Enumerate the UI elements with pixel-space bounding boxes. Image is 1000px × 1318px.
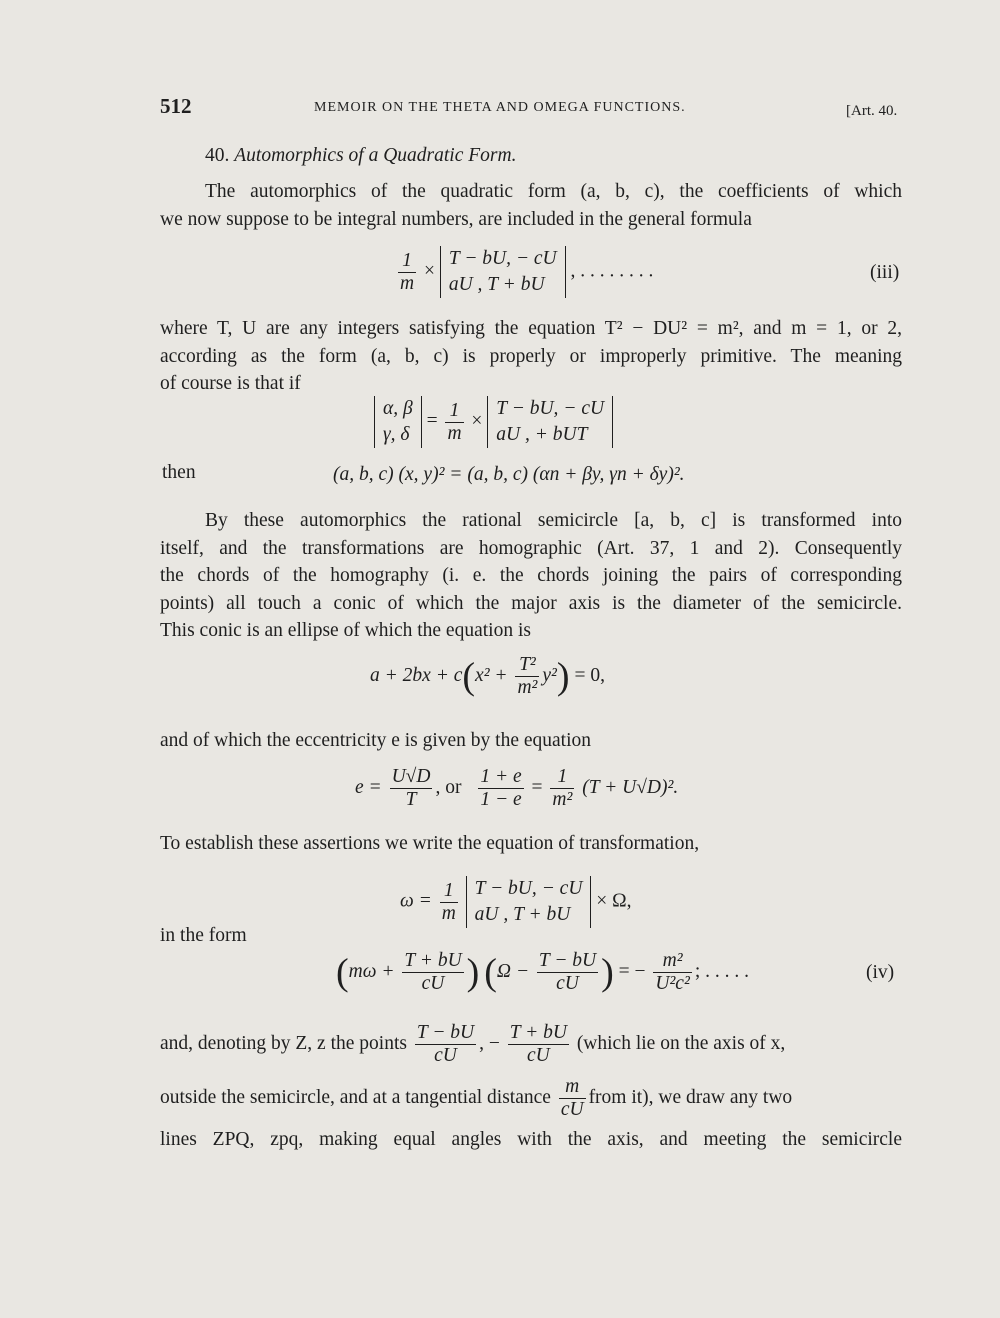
para7-f2-den: cU bbox=[526, 1045, 550, 1066]
ellipse-tail: y² bbox=[542, 664, 557, 686]
omega-determinant bbox=[466, 876, 592, 928]
eq4-label: (iv) bbox=[866, 962, 895, 983]
para7-tail: (which lie on the axis of x, bbox=[576, 1032, 786, 1054]
equation-ellipse: a + 2bx + c(x² + $\frac{\text{T²}}{\text{m²}}$ y²) = 0, bbox=[370, 654, 605, 698]
para6-word: in the form bbox=[160, 925, 247, 946]
para7-lead: and, denoting by Z, z the points bbox=[160, 1032, 407, 1054]
eqif-times: × bbox=[471, 410, 483, 432]
para7-f3-den: cU bbox=[560, 1099, 584, 1120]
running-title: MEMOIR ON THE THETA AND OMEGA FUNCTIONS. bbox=[314, 100, 686, 115]
equation-if bbox=[374, 396, 613, 448]
eqif-right-row1: T − bU, − cU bbox=[496, 398, 605, 419]
para2-line2: according as the form (a, b, c) is properly or improperly primitive. The meaning bbox=[160, 345, 902, 367]
equation-iv: (mω + $\frac{T + bU}{cU}$ ) (Ω − $\frac{T - bU}{cU}$ ) = − $\frac{\text{m²}}{\text{U²c²}}$ ; . . . . . bbox=[336, 950, 749, 994]
ecc-tail: (T + U√D)². bbox=[582, 776, 679, 798]
eq4-p1-lead: mω + bbox=[348, 960, 395, 982]
para5-line1: To establish these assertions we write the equation of transformation, bbox=[160, 833, 700, 854]
eq3-label: (iii) bbox=[870, 262, 900, 283]
omega-row1: T − bU, − cU bbox=[474, 878, 583, 899]
para3-line3: the chords of the homography (i. e. the chords joining the pairs of corresponding bbox=[160, 565, 902, 586]
para7-line2 bbox=[160, 1076, 792, 1121]
para7-f2-num: T + bU bbox=[509, 1022, 567, 1043]
ecc-eq: = bbox=[531, 776, 543, 798]
ecc-f2-num: 1 + e bbox=[480, 766, 522, 787]
eq4-eq: = − bbox=[618, 960, 646, 982]
ecc-f3-num: 1 bbox=[550, 766, 574, 789]
ellipse-lhs: a + 2bx + c bbox=[370, 664, 463, 686]
ecc-lhs: e = bbox=[355, 776, 382, 798]
omega-frac-num: 1 bbox=[440, 880, 458, 903]
then-word: then bbox=[162, 462, 196, 483]
eq3-dots: , . . . . . . . . bbox=[570, 260, 654, 282]
para7-line1 bbox=[160, 1022, 785, 1067]
equation-eccentricity bbox=[355, 766, 678, 811]
article-ref: [Art. 40. bbox=[846, 103, 898, 119]
ellipse-frac-num: T² bbox=[515, 654, 539, 677]
eqif-left-row1: α, β bbox=[383, 398, 413, 419]
para7-line3: lines ZPQ, zpq, making equal angles with the axis, and meeting the semicircle bbox=[160, 1129, 902, 1150]
eq3-times: × bbox=[423, 260, 435, 282]
omega-row2: aU , T + bU bbox=[474, 904, 571, 925]
eqif-equals: = bbox=[426, 410, 438, 432]
ellipse-inner: x² + bbox=[475, 664, 508, 686]
eq4-r-num: m² bbox=[653, 950, 691, 973]
paragraph-3 bbox=[160, 507, 902, 645]
para3-line2: itself, and the transformations are homographic (Art. 37, 1 and 2). Consequently bbox=[160, 537, 902, 559]
eq3-frac-num: 1 bbox=[398, 250, 416, 273]
ecc-or: , or bbox=[435, 776, 462, 798]
ecc-f1-num: U√D bbox=[391, 766, 431, 787]
omega-frac-den: m bbox=[441, 902, 456, 924]
para7-line2-lead: outside the semicircle, and at a tangential distance bbox=[160, 1086, 551, 1108]
para1-line2: we now suppose to be integral numbers, are included in the general formula bbox=[160, 208, 752, 230]
para2-line1: where T, U are any integers satisfying the equation T² − DU² = m², and m = 1, or 2, bbox=[160, 318, 902, 339]
eq3-determinant bbox=[440, 246, 566, 298]
eq3-row1: T − bU, − cU bbox=[448, 248, 557, 269]
paragraph-2 bbox=[160, 315, 902, 398]
eq4-p1-den: cU bbox=[421, 973, 445, 994]
para3-line5: This conic is an ellipse of which the equation is bbox=[160, 620, 531, 641]
para7-f1-den: cU bbox=[434, 1045, 457, 1066]
eq4-p1-num: T + bU bbox=[404, 950, 462, 971]
eqif-frac-den: m bbox=[447, 422, 462, 444]
eq4-r-den: U²c² bbox=[655, 973, 690, 994]
section-title: Automorphics of a Quadratic Form. bbox=[234, 145, 517, 166]
para1-line1: The automorphics of the quadratic form (a, b, c), the coefficients of which bbox=[205, 181, 902, 202]
equation-omega bbox=[400, 876, 632, 928]
para7-f3-num: m bbox=[559, 1076, 586, 1099]
ecc-f3-den: m² bbox=[552, 789, 573, 810]
para7-line2-tail: from it), we draw any two bbox=[588, 1086, 793, 1108]
eqif-left-determinant bbox=[374, 396, 422, 448]
ecc-f2-den: 1 − e bbox=[480, 789, 522, 810]
para2-line3: of course is that if bbox=[160, 373, 301, 394]
equation-iii bbox=[395, 246, 653, 298]
page-number: 512 bbox=[160, 94, 192, 118]
para7-mid: , − bbox=[479, 1032, 500, 1054]
eq3-frac-den: m bbox=[400, 272, 415, 294]
para7-f1-num: T − bU bbox=[416, 1022, 475, 1043]
section-number: 40. bbox=[205, 145, 230, 166]
paragraph-7-end bbox=[160, 1126, 902, 1154]
para4-line1: and of which the eccentricity e is given by the equation bbox=[160, 730, 592, 751]
ellipse-frac-den: m² bbox=[517, 677, 538, 698]
eq4-p2-lead: Ω − bbox=[496, 960, 529, 982]
eq4-dots: ; . . . . . bbox=[694, 960, 749, 982]
eqif-right-determinant bbox=[487, 396, 613, 448]
eq3-row2: aU , T + bU bbox=[448, 274, 545, 295]
eqif-right-row2: aU , + bUT bbox=[496, 424, 588, 445]
omega-lhs: ω = bbox=[400, 890, 432, 912]
section-heading bbox=[205, 145, 516, 167]
ecc-f1-den: T bbox=[405, 789, 417, 810]
para3-line1: By these automorphics the rational semicircle [a, b, c] is transformed into bbox=[205, 510, 902, 531]
ellipse-rhs: = 0, bbox=[574, 664, 605, 686]
para3-line4: points) all touch a conic of which the major axis is the diameter of the semicircle. bbox=[160, 592, 902, 614]
eqif-left-row2: γ, δ bbox=[383, 424, 410, 445]
eqif-frac-num: 1 bbox=[445, 400, 463, 423]
omega-tail: × Ω, bbox=[596, 890, 632, 912]
eq4-p2-den: cU bbox=[556, 973, 579, 994]
paragraph-1 bbox=[160, 178, 902, 233]
eq4-p2-num: T − bU bbox=[538, 950, 597, 971]
then-formula: (a, b, c) (x, y)² = (a, b, c) (αn + βy, γn + δy)². bbox=[333, 464, 685, 485]
